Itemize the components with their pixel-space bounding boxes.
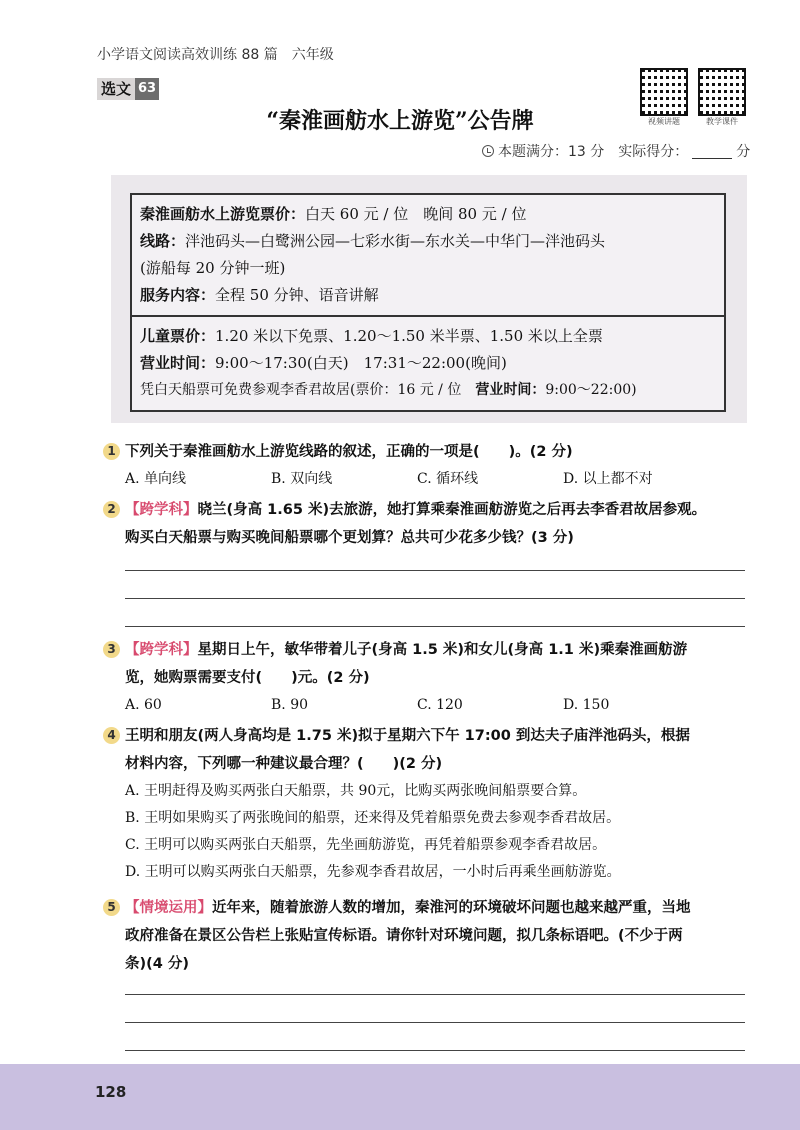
free-visit-text: 凭白天船票可免费参观李香君故居(票价：16 元 / 位 bbox=[140, 382, 476, 398]
question-number: 5 bbox=[103, 899, 120, 916]
route-label: 线路： bbox=[140, 232, 186, 250]
question-text-cont: 政府准备在景区公告栏上张贴宣传标语。请你针对环境问题，拟几条标语吧。(不少于两 bbox=[125, 928, 683, 944]
option-d[interactable]: D. 王明可以购买两张白天船票，先参观李香君故居，一小时后再乘坐画舫游览。 bbox=[125, 864, 621, 880]
options bbox=[103, 692, 753, 718]
answer-line[interactable] bbox=[125, 1022, 745, 1023]
question-number: 2 bbox=[103, 501, 120, 518]
option-d[interactable]: D. 150 bbox=[563, 697, 610, 713]
score-unit: 分 bbox=[736, 144, 751, 160]
question-text: 星期日上午，敏华带着儿子(身高 1.5 米)和女儿(身高 1.1 米)乘秦淮画舫游 bbox=[197, 642, 688, 658]
price-value: 白天 60 元 / 位 晚间 80 元 / 位 bbox=[305, 205, 527, 223]
question-text-cont: 材料内容，下列哪一种建议最合理？( )(2 分) bbox=[125, 756, 443, 772]
hours-value: 9:00～17:30(白天) 17:31～22:00(晚间) bbox=[215, 354, 507, 372]
answer-line[interactable] bbox=[125, 626, 745, 627]
question-number: 1 bbox=[103, 443, 120, 460]
page-title: “秦淮画舫水上游览”公告牌 bbox=[266, 108, 534, 134]
option-a[interactable]: A. 王明赶得及购买两张白天船票，共 90元，比购买两张晚间船票要合算。 bbox=[125, 783, 587, 799]
question-3 bbox=[103, 636, 753, 718]
option-c[interactable]: C. 王明可以购买两张白天船票，先坐画舫游览，再凭着船票参观李香君故居。 bbox=[125, 837, 607, 853]
score-blank[interactable] bbox=[692, 144, 732, 159]
book-title: 小学语文阅读高效训练 88 篇 六年级 bbox=[97, 47, 334, 63]
page-number: 128 bbox=[95, 1083, 127, 1101]
hours-label: 营业时间： bbox=[140, 354, 216, 372]
route-note: (游船每 20 分钟一班) bbox=[140, 259, 286, 277]
option-c[interactable]: C. 循环线 bbox=[417, 471, 479, 487]
answer-line[interactable] bbox=[125, 1050, 745, 1051]
passage-tag-label: 选文 bbox=[97, 78, 135, 100]
clock-icon bbox=[482, 145, 494, 157]
question-number: 3 bbox=[103, 641, 120, 658]
question-text: 下列关于秦淮画舫水上游览线路的叙述，正确的一项是( )。(2 分) bbox=[125, 444, 573, 460]
question-text-cont-2: 条)(4 分) bbox=[125, 956, 190, 972]
option-d[interactable]: D. 以上都不对 bbox=[563, 471, 653, 487]
route-value: 泮池码头—白鹭洲公园—七彩水街—东水关—中华门—泮池码头 bbox=[185, 232, 606, 250]
options bbox=[103, 466, 753, 492]
notice-section-tour bbox=[132, 195, 724, 315]
option-b[interactable]: B. 王明如果购买了两张晚间的船票，还来得及凭着船票免费去参观李香君故居。 bbox=[125, 810, 621, 826]
question-number: 4 bbox=[103, 727, 120, 744]
question-4 bbox=[103, 722, 753, 886]
score-text: 本题满分：13 分 实际得分： bbox=[498, 144, 689, 160]
score-line bbox=[482, 141, 750, 161]
question-tag: 【跨学科】 bbox=[125, 502, 198, 518]
passage-tag bbox=[97, 78, 159, 100]
option-c[interactable]: C. 120 bbox=[417, 697, 463, 713]
notice-board bbox=[130, 193, 726, 412]
price-label: 秦淮画舫水上游览票价： bbox=[140, 205, 306, 223]
notice-section-tickets bbox=[132, 315, 724, 410]
qr-video-label: 视频讲题 bbox=[648, 117, 680, 126]
passage-tag-number: 63 bbox=[135, 78, 159, 100]
question-5 bbox=[103, 894, 753, 978]
question-text: 晓兰(身高 1.65 米)去旅游，她打算乘秦淮画舫游览之后再去李香君故居参观。 bbox=[197, 502, 707, 518]
answer-line[interactable] bbox=[125, 598, 745, 599]
free-visit-hours: 9:00～22:00) bbox=[545, 382, 637, 398]
question-tag: 【跨学科】 bbox=[125, 642, 198, 658]
question-text: 近年来，随着旅游人数的增加，秦淮河的环境破坏问题也越来越严重，当地 bbox=[212, 900, 691, 916]
free-visit-hours-label: 营业时间： bbox=[475, 382, 546, 398]
qr-courseware-label: 教学课件 bbox=[706, 117, 738, 126]
question-text: 王明和朋友(两人身高均是 1.75 米)拟于星期六下午 17:00 到达夫子庙泮池码头，根据 bbox=[125, 728, 690, 744]
option-a[interactable]: A. 60 bbox=[125, 697, 162, 713]
question-text-cont: 购买白天船票与购买晚间船票哪个更划算？总共可少花多少钱？(3 分) bbox=[125, 530, 574, 546]
option-a[interactable]: A. 单向线 bbox=[125, 471, 187, 487]
answer-line[interactable] bbox=[125, 570, 745, 571]
service-label: 服务内容： bbox=[140, 286, 216, 304]
child-value: 1.20 米以下免票、1.20～1.50 米半票、1.50 米以上全票 bbox=[215, 327, 603, 345]
question-tag: 【情境运用】 bbox=[125, 900, 212, 916]
answer-line[interactable] bbox=[125, 994, 745, 995]
service-value: 全程 50 分钟、语音讲解 bbox=[215, 286, 379, 304]
question-text-cont: 览，她购票需要支付( )元。(2 分) bbox=[125, 670, 370, 686]
question-1 bbox=[103, 438, 753, 492]
child-label: 儿童票价： bbox=[140, 327, 216, 345]
question-2 bbox=[103, 496, 753, 552]
option-b[interactable]: B. 90 bbox=[271, 697, 309, 713]
option-b[interactable]: B. 双向线 bbox=[271, 471, 333, 487]
